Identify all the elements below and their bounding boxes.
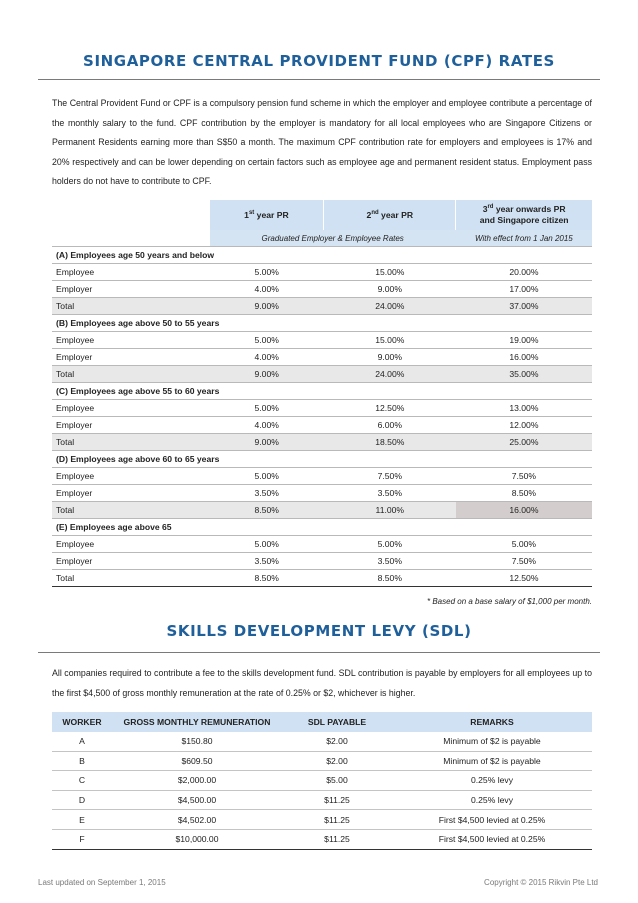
cpf-rate-cell: 9.00% <box>210 434 324 451</box>
cpf-section-heading <box>52 247 592 264</box>
sdl-worker-cell: D <box>52 790 112 810</box>
cpf-title-rule <box>38 79 600 80</box>
cpf-row-label: Total <box>52 502 210 519</box>
cpf-row-label: Employer <box>52 417 210 434</box>
cpf-rate-cell: 12.50% <box>324 400 456 417</box>
cpf-rate-cell: 12.50% <box>456 570 592 587</box>
cpf-title: SINGAPORE CENTRAL PROVIDENT FUND (CPF) RATES <box>83 52 555 70</box>
sdl-row <box>52 771 592 791</box>
sdl-worker-cell: B <box>52 751 112 771</box>
cpf-row-label: Employee <box>52 332 210 349</box>
cpf-rate-cell: 8.50% <box>210 502 324 519</box>
cpf-rate-cell: 15.00% <box>324 264 456 281</box>
cpf-subheader-row <box>52 230 592 247</box>
cpf-rate-row <box>52 366 592 383</box>
cpf-section-heading-text: (C) Employees age above 55 to 60 years <box>52 383 592 400</box>
sdl-worker-cell: C <box>52 771 112 791</box>
sdl-gross-cell: $4,502.00 <box>112 810 282 830</box>
sdl-payable-cell: $11.25 <box>282 790 392 810</box>
cpf-rate-cell: 6.00% <box>324 417 456 434</box>
cpf-rates-table <box>52 200 592 587</box>
cpf-rate-row <box>52 502 592 519</box>
sdl-payable-cell: $11.25 <box>282 810 392 830</box>
sdl-row <box>52 829 592 849</box>
sdl-remarks-cell: First $4,500 levied at 0.25% <box>392 810 592 830</box>
cpf-row-label: Employer <box>52 349 210 366</box>
cpf-rate-cell: 9.00% <box>324 281 456 298</box>
cpf-rate-cell: 5.00% <box>210 264 324 281</box>
cpf-section-heading <box>52 519 592 536</box>
cpf-section-heading <box>52 451 592 468</box>
cpf-row-label: Employee <box>52 400 210 417</box>
sdl-gross-cell: $4,500.00 <box>112 790 282 810</box>
cpf-rate-cell: 5.00% <box>324 536 456 553</box>
cpf-rate-cell: 15.00% <box>324 332 456 349</box>
sdl-worker-cell: A <box>52 732 112 751</box>
sdl-header-payable: SDL PAYABLE <box>282 712 392 732</box>
cpf-rate-cell: 5.00% <box>210 332 324 349</box>
sdl-worker-cell: E <box>52 810 112 830</box>
sdl-worker-cell: F <box>52 829 112 849</box>
cpf-row-label: Employer <box>52 281 210 298</box>
cpf-rate-row <box>52 553 592 570</box>
cpf-row-label: Employee <box>52 468 210 485</box>
cpf-col-2nd-year: 2nd year PR <box>324 200 456 230</box>
sdl-gross-cell: $609.50 <box>112 751 282 771</box>
sdl-payable-cell: $2.00 <box>282 751 392 771</box>
cpf-rate-row <box>52 434 592 451</box>
cpf-row-label: Total <box>52 366 210 383</box>
cpf-rate-cell: 7.50% <box>324 468 456 485</box>
sdl-header-gross: GROSS MONTHLY REMUNERATION <box>112 712 282 732</box>
cpf-row-label: Total <box>52 570 210 587</box>
cpf-rate-cell: 3.50% <box>210 485 324 502</box>
cpf-header-blank <box>52 200 210 230</box>
cpf-rate-cell: 5.00% <box>210 536 324 553</box>
cpf-intro: The Central Provident Fund or CPF is a compulsory pension fund scheme in which the employer and employee contribute a percentage of the monthly salary to the fund. CPF contribution by the employer is mandatory for all local employees who are Singapore Citizens or Permanent Residents earning more than S$50 a month. The maximum CPF contribution rate for employers and employees is 17% and 20% respectively and can be lower depending on certain factors such as employee age and permanent resident status. Employment pass holders do not have to contribute to CPF. <box>52 98 592 187</box>
cpf-rate-cell: 5.00% <box>210 400 324 417</box>
cpf-rate-cell: 20.00% <box>456 264 592 281</box>
sdl-payable-cell: $2.00 <box>282 732 392 751</box>
cpf-rate-row <box>52 264 592 281</box>
cpf-rate-cell: 37.00% <box>456 298 592 315</box>
cpf-rate-cell: 25.00% <box>456 434 592 451</box>
sdl-header-row <box>52 712 592 732</box>
cpf-rate-cell: 9.00% <box>210 366 324 383</box>
cpf-row-label: Employer <box>52 553 210 570</box>
cpf-section-heading-text: (D) Employees age above 60 to 65 years <box>52 451 592 468</box>
sdl-remarks-cell: 0.25% levy <box>392 771 592 791</box>
cpf-rate-cell: 8.50% <box>210 570 324 587</box>
cpf-rate-cell: 5.00% <box>210 468 324 485</box>
cpf-rate-cell: 8.50% <box>324 570 456 587</box>
sdl-gross-cell: $150.80 <box>112 732 282 751</box>
cpf-rate-cell: 4.00% <box>210 417 324 434</box>
cpf-rate-cell: 13.00% <box>456 400 592 417</box>
cpf-rate-cell: 18.50% <box>324 434 456 451</box>
cpf-rate-cell: 16.00% <box>456 349 592 366</box>
sdl-row <box>52 790 592 810</box>
cpf-rate-row <box>52 400 592 417</box>
cpf-row-label: Total <box>52 298 210 315</box>
cpf-section-heading-text: (E) Employees age above 65 <box>52 519 592 536</box>
sdl-row <box>52 732 592 751</box>
cpf-rate-row <box>52 468 592 485</box>
cpf-section-heading-text: (A) Employees age 50 years and below <box>52 247 592 264</box>
sdl-header-remarks: REMARKS <box>392 712 592 732</box>
sdl-header-worker: WORKER <box>52 712 112 732</box>
cpf-rate-cell: 4.00% <box>210 281 324 298</box>
cpf-rate-cell: 19.00% <box>456 332 592 349</box>
cpf-row-label: Employee <box>52 264 210 281</box>
cpf-rate-cell: 16.00% <box>456 502 592 519</box>
cpf-rate-row <box>52 349 592 366</box>
cpf-header-row <box>52 200 592 230</box>
cpf-row-label: Total <box>52 434 210 451</box>
cpf-col-1st-year: 1st year PR <box>210 200 324 230</box>
sdl-remarks-cell: Minimum of $2 is payable <box>392 732 592 751</box>
cpf-rate-cell: 7.50% <box>456 468 592 485</box>
cpf-rate-row <box>52 570 592 587</box>
cpf-row-label: Employer <box>52 485 210 502</box>
cpf-rate-cell: 9.00% <box>324 349 456 366</box>
sdl-row <box>52 751 592 771</box>
sdl-gross-cell: $2,000.00 <box>112 771 282 791</box>
cpf-section-heading <box>52 383 592 400</box>
sdl-remarks-cell: First $4,500 levied at 0.25% <box>392 829 592 849</box>
cpf-section-heading-text: (B) Employees age above 50 to 55 years <box>52 315 592 332</box>
cpf-rate-row <box>52 298 592 315</box>
cpf-rate-cell: 5.00% <box>456 536 592 553</box>
cpf-section-heading <box>52 315 592 332</box>
cpf-rate-row <box>52 536 592 553</box>
sdl-gross-cell: $10,000.00 <box>112 829 282 849</box>
sdl-remarks-cell: Minimum of $2 is payable <box>392 751 592 771</box>
cpf-rate-cell: 24.00% <box>324 366 456 383</box>
sdl-remarks-cell: 0.25% levy <box>392 790 592 810</box>
cpf-rate-cell: 9.00% <box>210 298 324 315</box>
sdl-row <box>52 810 592 830</box>
cpf-footnote: * Based on a base salary of $1,000 per month. <box>427 597 592 606</box>
cpf-rate-cell: 11.00% <box>324 502 456 519</box>
cpf-rate-cell: 24.00% <box>324 298 456 315</box>
sdl-intro: All companies required to contribute a fee to the skills development fund. SDL contribution is payable by employers for all employees up to the first $4,500 of gross monthly remuneration at the rate of 0.25% or $2, whichever is higher. <box>52 668 592 698</box>
cpf-rate-row <box>52 417 592 434</box>
cpf-rate-cell: 4.00% <box>210 349 324 366</box>
cpf-rate-cell: 7.50% <box>456 553 592 570</box>
cpf-rate-cell: 3.50% <box>324 553 456 570</box>
cpf-rate-row <box>52 332 592 349</box>
cpf-subheader-effective: With effect from 1 Jan 2015 <box>456 230 592 247</box>
cpf-subheader-rates: Graduated Employer & Employee Rates <box>210 230 456 247</box>
cpf-row-label: Employee <box>52 536 210 553</box>
sdl-title: SKILLS DEVELOPMENT LEVY (SDL) <box>166 622 472 640</box>
footer-copyright: Copyright © 2015 Rikvin Pte Ltd <box>484 878 598 887</box>
cpf-rate-cell: 12.00% <box>456 417 592 434</box>
cpf-col-3rd-year: 3rd year onwards PR and Singapore citizen <box>456 200 592 230</box>
sdl-title-rule <box>38 652 600 653</box>
cpf-rate-cell: 35.00% <box>456 366 592 383</box>
sdl-payable-cell: $11.25 <box>282 829 392 849</box>
cpf-rate-cell: 3.50% <box>210 553 324 570</box>
cpf-rate-row <box>52 281 592 298</box>
cpf-rate-cell: 8.50% <box>456 485 592 502</box>
cpf-rate-row <box>52 485 592 502</box>
cpf-rate-cell: 3.50% <box>324 485 456 502</box>
sdl-payable-cell: $5.00 <box>282 771 392 791</box>
sdl-table <box>52 712 592 850</box>
footer-updated: Last updated on September 1, 2015 <box>38 878 166 887</box>
cpf-rate-cell: 17.00% <box>456 281 592 298</box>
